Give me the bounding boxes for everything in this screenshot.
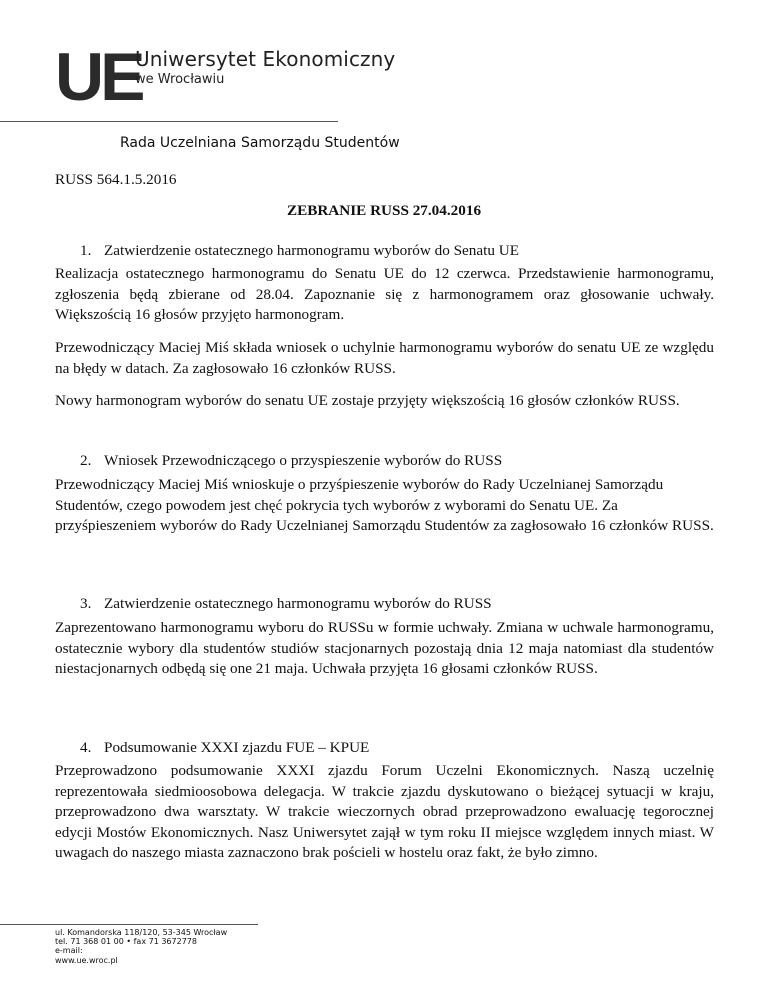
footer-phone: tel. 71 368 01 00 • fax 71 3672778 xyxy=(55,937,197,947)
section-4-paragraph-1: Przeprowadzono podsumowanie XXXI zjazdu Forum Uczelni Ekonomicznych. Naszą uczelnię reprezentowała siedmioosobowa delegacja. W trakcie zjazdu dyskutowano o bieżącej sytuacji w kraju, przeprowadzono dwa warsztaty. W trakcie wieczornych obrad przeprowadzono ewaluację tegorocznej edycji Mostów Ekonomicznych. Nasz Uniwersytet zajął w tym roku II miejsce względem innych miast. W uwagach do naszego miasta zaznaczono brak pościeli w hostelu oraz fakt, że było zimno. xyxy=(55,762,714,862)
university-logo xyxy=(55,39,142,115)
council-name: Rada Uczelniana Samorządu Studentów xyxy=(120,135,400,151)
meeting-title: ZEBRANIE RUSS 27.04.2016 xyxy=(286,202,482,219)
section-1-heading xyxy=(80,241,519,262)
footer-website[interactable]: www.ue.wroc.pl xyxy=(55,955,118,965)
section-number: 4. xyxy=(80,739,92,756)
section-title: Wniosek Przewodniczącego o przyspieszenie wyborów do RUSS xyxy=(104,452,503,469)
section-1-paragraph-3: Nowy harmonogram wyborów do senatu UE zostaje przyjęty większością 16 głosów członków RUSS. xyxy=(55,392,680,409)
section-2-paragraph-1: Przewodniczący Maciej Miś wnioskuje o przyśpieszenie wyborów do Rady Uczelnianej Samorządu Studentów, czego powodem jest chęć pokrycia tych wyborów z wyborami do Senatu UE. Za przyśpieszeniem wyborów do Rady Uczelnianej Samorządu Studentów za zagłosowało 16 członków RUSS. xyxy=(55,476,714,535)
section-title: Podsumowanie XXXI zjazdu FUE – KPUE xyxy=(104,739,370,756)
section-1-paragraph-1: Realizacja ostatecznego harmonogramu do Senatu UE do 12 czerwca. Przedstawienie harmonogramu, zgłoszenia będą zbierane od 28.04. Zapoznanie się z harmonogramem oraz głosowanie uchwały. Większością 16 głosów przyjęto harmonogram. xyxy=(55,265,714,324)
university-name: Uniwersytet Ekonomiczny xyxy=(135,47,396,71)
section-number: 1. xyxy=(80,242,92,259)
section-2-heading xyxy=(80,451,502,472)
footer-address: ul. Komandorska 118/120, 53-345 Wrocław xyxy=(55,928,228,937)
section-1-paragraph-2: Przewodniczący Maciej Miś składa wniosek o uchylnie harmonogramu wyborów do senatu UE ze względu na błędy w datach. Za zagłosowało 16 członków RUSS. xyxy=(55,339,714,377)
footer-contact xyxy=(55,928,227,965)
section-3-paragraph-1: Zaprezentowano harmonogramu wyboru do RUSSu w formie uchwały. Zmiana w uchwale harmonogramu, ostatecznie wybory dla studentów studiów stacjonarnych pozostają dnia 12 maja natomiast dla studentów niestacjonarnych odbędą się one 21 maja. Uchwała przyjęta 16 głosami członków RUSS. xyxy=(55,619,714,678)
section-4-heading xyxy=(80,738,369,759)
footer-divider xyxy=(0,924,258,925)
logo-text: UE xyxy=(55,39,142,115)
section-3-heading xyxy=(80,594,492,615)
document-reference: RUSS 564.1.5.2016 xyxy=(55,171,177,188)
section-number: 3. xyxy=(80,595,92,612)
section-title: Zatwierdzenie ostatecznego harmonogramu wyborów do Senatu UE xyxy=(104,242,519,259)
footer-email-label: e-mail: xyxy=(55,946,83,956)
section-number: 2. xyxy=(80,452,92,469)
header-divider xyxy=(0,121,338,122)
university-city: we Wrocławiu xyxy=(135,72,225,87)
section-title: Zatwierdzenie ostatecznego harmonogramu wyborów do RUSS xyxy=(104,595,492,612)
